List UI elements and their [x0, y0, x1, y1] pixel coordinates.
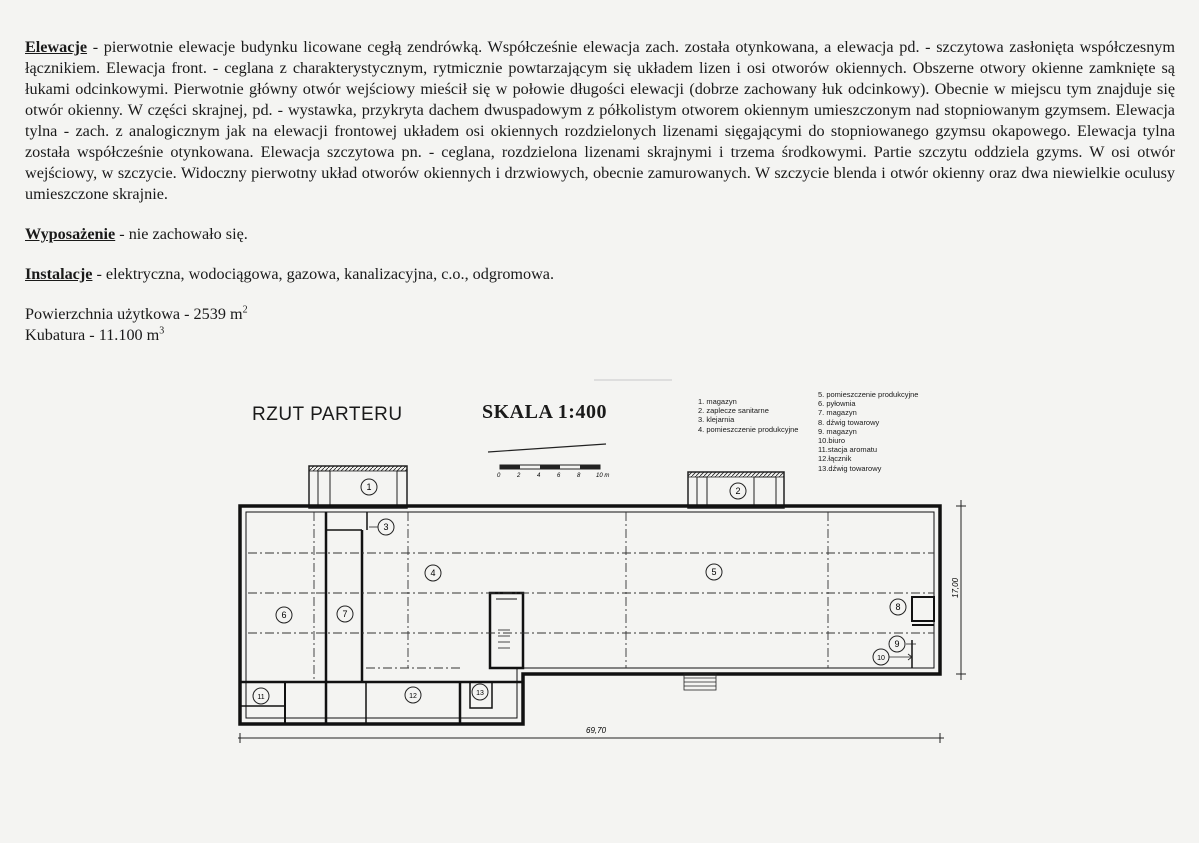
- legend-item: 3. klejarnia: [698, 415, 735, 425]
- scale-tick: 8: [577, 473, 581, 479]
- room-marker-2: [730, 483, 746, 499]
- room-marker-4: [425, 565, 441, 581]
- svg-text:13: 13: [476, 690, 484, 697]
- area-sup: 2: [242, 304, 248, 316]
- room-marker-9: [889, 636, 905, 652]
- legend-item: 6. pyłownia: [818, 399, 856, 409]
- svg-text:11: 11: [257, 694, 265, 701]
- svg-text:7: 7: [342, 609, 348, 619]
- room-marker-7: [337, 606, 353, 622]
- scale-title: SKALA 1:400: [482, 401, 607, 423]
- wyposazenie-text: - nie zachowało się.: [115, 225, 248, 243]
- svg-text:12: 12: [409, 693, 417, 700]
- room-marker-6: [276, 607, 292, 623]
- dimension-length: [238, 726, 944, 743]
- legend-item: 7. magazyn: [818, 408, 857, 418]
- volume-sup: 3: [159, 325, 165, 337]
- svg-text:1: 1: [366, 482, 372, 492]
- legend-item: 11.stacja aromatu: [818, 445, 878, 455]
- svg-text:6: 6: [281, 610, 287, 620]
- volume-label: Kubatura - 11.100 m: [25, 326, 160, 344]
- room-marker-10: [873, 649, 889, 665]
- room-marker-11: [253, 688, 269, 704]
- scale-bar: [488, 444, 609, 479]
- svg-text:3: 3: [383, 522, 389, 532]
- legend-item: 10.biuro: [818, 436, 846, 446]
- scale-tick: 2: [517, 473, 521, 479]
- room-markers: [253, 479, 906, 704]
- room-marker-13: [472, 684, 488, 700]
- legend-item: 5. pomieszczenie produkcyjne: [818, 390, 919, 399]
- wyposazenie-heading: Wyposażenie: [25, 225, 116, 243]
- structural-axes: [248, 512, 934, 682]
- legend-item: 9. magazyn: [818, 426, 857, 436]
- room-marker-8: [890, 599, 906, 615]
- plan-title: RZUT PARTERU: [252, 404, 403, 425]
- room-marker-12: [405, 687, 421, 703]
- entrance-steps: [684, 674, 716, 690]
- svg-text:10: 10: [877, 655, 885, 662]
- legend-item: 2. zaplecze sanitarne: [698, 406, 769, 416]
- area-label: Powierzchnia użytkowa - 2539 m: [25, 305, 243, 323]
- room-marker-5: [706, 564, 722, 580]
- svg-text:9: 9: [894, 639, 900, 649]
- scale-tick: 10 m: [596, 473, 610, 479]
- dim-width-label: 17,00: [951, 577, 960, 598]
- svg-text:2: 2: [735, 486, 741, 496]
- svg-text:4: 4: [430, 568, 436, 578]
- legend-item: 4. pomieszczenie produkcyjne: [698, 424, 799, 434]
- dimension-width: [951, 500, 966, 680]
- dim-length-label: 69,70: [586, 726, 607, 735]
- scale-tick: 4: [537, 473, 541, 479]
- legend-item: 8. dźwig towarowy: [818, 417, 880, 427]
- legend-item: 1. magazyn: [698, 397, 737, 406]
- room-marker-3: [378, 519, 394, 535]
- annex-room-1: [309, 466, 407, 508]
- instalacje-text: - elektryczna, wodociągowa, gazowa, kanalizacyjna, c.o., odgromowa.: [92, 265, 555, 283]
- instalacje-heading: Instalacje: [25, 265, 93, 283]
- legend-item: 12.łącznik: [818, 454, 852, 464]
- scale-tick: 0: [497, 473, 501, 479]
- svg-text:8: 8: [895, 602, 901, 612]
- leader-arrows: [369, 527, 916, 660]
- legend-item: 13.dźwig towarowy: [818, 463, 882, 473]
- svg-text:5: 5: [711, 567, 717, 577]
- scale-tick: 6: [557, 473, 561, 479]
- elewacje-heading: Elewacje: [25, 38, 88, 56]
- elewacje-text: - pierwotnie elewacje budynku licowane cegłą zendrówką. Współcześnie elewacja zach. została otynkowana, a elewacja pd. - szczytowa zasłonięta współczesnym łącznikiem. Elewacja front. - ceglana z charakterystycznym, rytmicznie powtarzającym się układem lizen i osi otworów okiennych. Obszerne otwory okienne zamknięte są łukami odcinkowymi. Pierwotnie główny otwór wejściowy mieścił się w połowie długości elewacji (dobrze zachowany łuk odcinkowy). Obecnie w miejscu tym znajduje się otwór okienny. W części skrajnej, pd. - wystawka, przykryta dachem dwuspadowym z półkolistym otworem okiennym umieszczonym nad stopniowanym gzymsem. Elewacja tylna - zach. z analogicznym jak na elewacji frontowej układem osi okiennych rozdzielonych lizenami sięgającymi do stopniowanego gzymsu okapowego. Elewacja tylna została współcześnie otynkowana. Elewacja szczytowa pn. - ceglana, rozdzielona lizenami skrajnymi i trzema środkowymi. Partie szczytu oddziela gzyms. W osi otwór wejściowy, w szczycie. Widoczny pierwotny układ otworów okiennych i drzwiowych, obecnie zamurowanych. W szczycie blenda i otwór okienny oraz dwa niewielkie oculusy umieszczone skrajnie.: [25, 38, 1175, 203]
- room-marker-1: [361, 479, 377, 495]
